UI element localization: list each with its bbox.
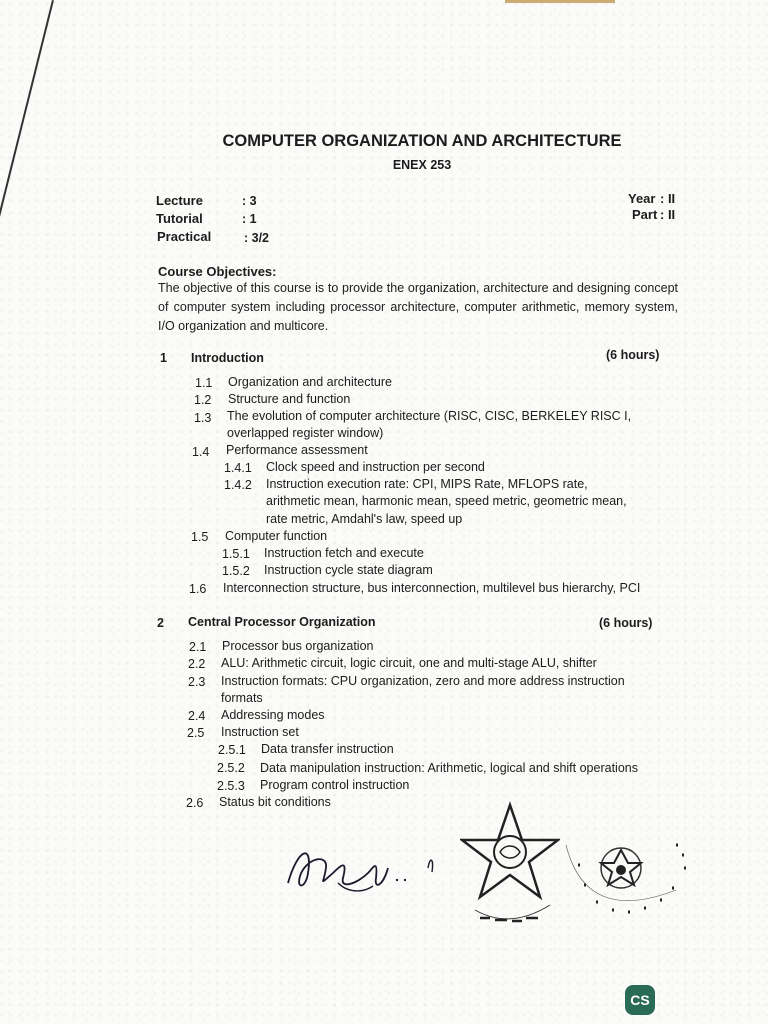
item-text: Performance assessment [226,443,368,457]
institute-stamp-icon [556,830,696,940]
practical-label: Practical [157,229,212,244]
item-text: Organization and architecture [228,375,392,389]
part-label: Part [632,207,658,222]
item-number: 2.5.2 [217,761,245,775]
item-number: 1.5.2 [222,564,250,578]
item-number: 2.3 [188,675,206,689]
item-text-continued: rate metric, Amdahl's law, speed up [266,512,463,526]
item-text: Processor bus organization [222,639,374,653]
page-edge-line [0,0,54,224]
year-value: : II [660,191,676,206]
item-number: 1.5 [191,530,209,544]
item-number: 2.5 [187,726,205,740]
section-1-title: Introduction [191,351,264,365]
official-seal-icon [460,800,560,940]
item-text: The evolution of computer architecture (RISC, CISC, BERKELEY RISC I, [227,409,632,423]
item-number: 1.2 [194,393,212,407]
year-label: Year [628,191,656,206]
item-text: Data transfer instruction [261,742,394,756]
item-text: Interconnection structure, bus interconnection, multilevel bus hierarchy, PCI [223,581,641,595]
item-text: Computer function [225,529,328,543]
item-text-continued: formats [221,691,263,705]
item-text: Structure and function [228,392,351,406]
item-text-continued: overlapped register window) [227,426,384,440]
item-number: 2.5.1 [218,743,246,757]
item-text: Instruction cycle state diagram [264,563,433,577]
document-title: COMPUTER ORGANIZATION AND ARCHITECTURE [222,132,622,150]
signature-icon [278,828,438,908]
item-number: 2.5.3 [217,779,245,793]
item-number: 2.6 [186,796,204,810]
item-text: Instruction formats: CPU organization, zero and more address instruction [221,674,625,688]
camscanner-badge: CS [625,985,655,1015]
item-number: 2.4 [188,709,206,723]
item-text: Data manipulation instruction: Arithmetic, logical and shift operations [260,761,638,775]
item-text-continued: arithmetic mean, harmonic mean, speed metric, geometric mean, [266,494,627,508]
lecture-label: Lecture [156,193,203,208]
item-text: Status bit conditions [219,795,331,809]
objectives-heading: Course Objectives: [158,264,277,279]
item-text: ALU: Arithmetic circuit, logic circuit, one and multi-stage ALU, shifter [221,656,597,670]
section-2-hours: (6 hours) [599,616,653,630]
item-number: 1.1 [195,376,213,390]
item-text: Addressing modes [221,708,325,722]
item-text: Instruction fetch and execute [264,546,424,560]
item-number: 1.3 [194,411,212,425]
item-number: 1.4 [192,445,210,459]
section-2-title: Central Processor Organization [188,615,376,629]
item-number: 2.1 [189,640,207,654]
objectives-text: The objective of this course is to provide the organization, architecture and designing concept of computer system including processor architecture, computer arithmetic, memory system, I/O organization and multicore. [158,281,678,333]
item-text: Program control instruction [260,778,410,792]
top-shade [505,0,615,3]
item-text: Instruction set [221,725,299,739]
item-text: Clock speed and instruction per second [266,460,485,474]
lecture-value: : 3 [242,194,257,208]
section-1-hours: (6 hours) [606,348,660,362]
tutorial-value: : 1 [242,212,257,226]
practical-value: : 3/2 [244,231,270,245]
item-number: 2.2 [188,657,206,671]
part-value: : II [660,207,676,222]
item-text: Instruction execution rate: CPI, MIPS Rate, MFLOPS rate, [266,477,588,491]
tutorial-label: Tutorial [156,211,203,226]
item-number: 1.4.2 [224,478,252,492]
item-number: 1.5.1 [222,547,250,561]
item-number: 1.6 [189,582,207,596]
course-code: ENEX 253 [392,158,452,172]
item-number: 1.4.1 [224,461,252,475]
section-1-number: 1 [160,351,167,365]
section-2-number: 2 [157,616,164,630]
